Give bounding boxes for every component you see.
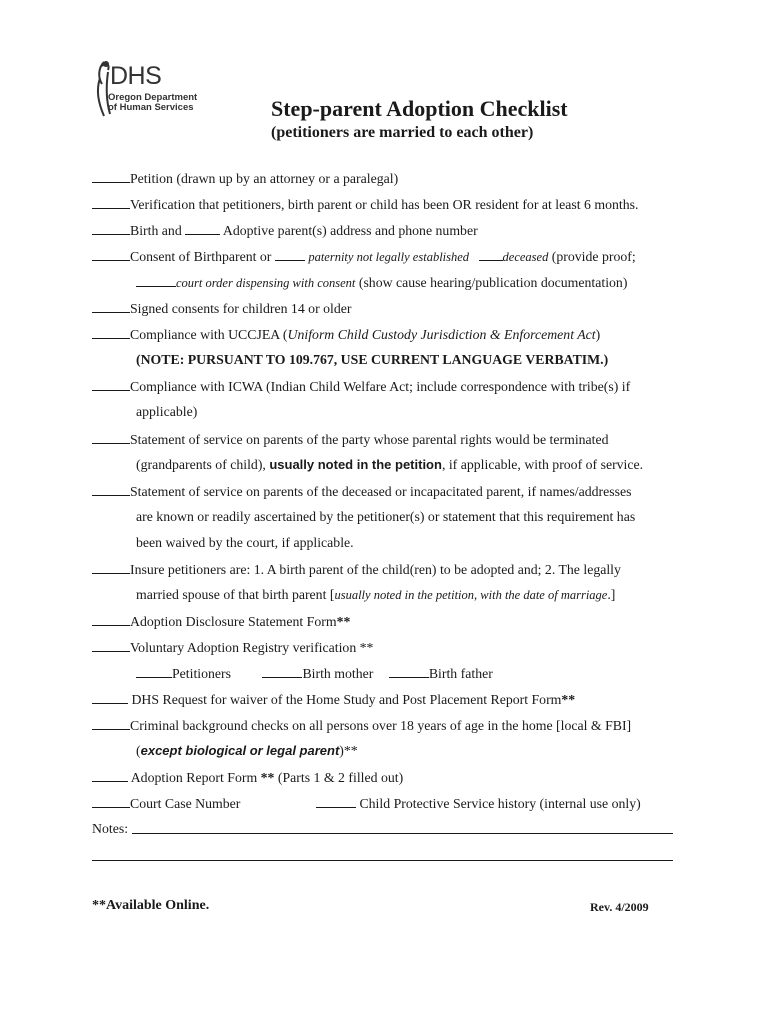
check-blank[interactable] — [92, 247, 130, 261]
notes-line[interactable] — [132, 833, 673, 834]
notes-label: Notes: — [92, 821, 129, 836]
checklist-item-petition: Petition (drawn up by an attorney or a paralegal) — [92, 169, 398, 188]
check-blank[interactable] — [92, 560, 130, 574]
icwa-continued: applicable) — [136, 404, 198, 419]
checklist-item-report: Adoption Report Form ** (Parts 1 & 2 filled out) — [92, 768, 403, 787]
logo-wordmark: DHS — [110, 62, 162, 90]
checklist-subitem-court-order: court order dispensing with consent (show cause hearing/publication documentation) — [136, 273, 627, 292]
service-deceased-continued-1: are known or readily ascertained by the petitioner(s) or statement that this requirement has — [136, 509, 636, 524]
page-subtitle: (petitioners are married to each other) — [271, 124, 534, 141]
check-blank[interactable] — [92, 482, 130, 496]
checklist-item-waiver: DHS Request for waiver of the Home Study and Post Placement Report Form** — [92, 690, 575, 709]
checklist-item-cps: Child Protective Service history (internal use only) — [316, 794, 641, 813]
notes-line[interactable] — [92, 860, 673, 861]
logo-organization: Oregon Department of Human Services — [108, 92, 198, 113]
check-blank[interactable] — [92, 690, 128, 704]
check-blank[interactable] — [92, 638, 130, 652]
check-blank[interactable] — [92, 299, 130, 313]
available-online-note: **Available Online. — [92, 898, 210, 913]
checklist-item-insure: Insure petitioners are: 1. A birth parent of the child(ren) to be adopted and; 2. The legally — [92, 560, 621, 579]
criminal-continued: (except biological or legal parent)** — [136, 743, 358, 758]
check-blank[interactable] — [136, 664, 172, 678]
uccjea-note: (NOTE: PURSUANT TO 109.767, USE CURRENT LANGUAGE VERBATIM.) — [136, 352, 609, 367]
check-blank[interactable] — [92, 716, 130, 730]
checklist-item-icwa: Compliance with ICWA (Indian Child Welfare Act; include correspondence with tribe(s) if — [92, 377, 630, 396]
checklist-item-criminal: Criminal background checks on all persons over 18 years of age in the home [local & FBI] — [92, 716, 631, 735]
checklist-item-service-terminated: Statement of service on parents of the party whose parental rights would be terminated — [92, 430, 609, 449]
check-blank[interactable] — [316, 794, 356, 808]
check-blank[interactable] — [92, 377, 130, 391]
check-blank[interactable] — [92, 612, 130, 626]
check-blank[interactable] — [92, 221, 130, 235]
revision-date: Rev. 4/2009 — [590, 900, 649, 914]
checklist-item-service-deceased: Statement of service on parents of the deceased or incapacitated parent, if names/addresses — [92, 482, 631, 501]
checklist-item-court-case: Court Case Number — [92, 794, 240, 813]
service-terminated-continued: (grandparents of child), usually noted in the petition, if applicable, with proof of service. — [136, 457, 644, 472]
checklist-item-signed-consents: Signed consents for children 14 or older — [92, 299, 351, 318]
check-blank[interactable] — [479, 247, 503, 261]
checklist-item-registry: Voluntary Adoption Registry verification ** — [92, 638, 373, 657]
insure-continued: married spouse of that birth parent [usually noted in the petition, with the date of marriage.] — [136, 587, 616, 602]
check-blank[interactable] — [136, 273, 176, 287]
check-blank[interactable] — [92, 430, 130, 444]
checklist-item-uccjea: Compliance with UCCJEA (Uniform Child Custody Jurisdiction & Enforcement Act) — [92, 325, 600, 344]
check-blank[interactable] — [92, 195, 130, 209]
check-blank[interactable] — [92, 325, 130, 339]
service-deceased-continued-2: been waived by the court, if applicable. — [136, 535, 354, 550]
check-blank[interactable] — [275, 247, 305, 261]
check-blank[interactable] — [92, 169, 130, 183]
checklist-item-verification: Verification that petitioners, birth parent or child has been OR resident for at least 6 months. — [92, 195, 638, 214]
checklist-item-contact: Birth and Adoptive parent(s) address and phone number — [92, 221, 478, 240]
checklist-item-disclosure: Adoption Disclosure Statement Form** — [92, 612, 350, 631]
registry-subitems: Petitioners Birth mother Birth father — [136, 664, 493, 683]
checklist-item-consent: Consent of Birthparent or paternity not legally established deceased (provide proof; — [92, 247, 636, 266]
check-blank[interactable] — [389, 664, 429, 678]
check-blank[interactable] — [92, 768, 128, 782]
check-blank[interactable] — [92, 794, 130, 808]
check-blank[interactable] — [185, 221, 220, 235]
check-blank[interactable] — [262, 664, 302, 678]
page-title: Step-parent Adoption Checklist — [271, 96, 568, 121]
